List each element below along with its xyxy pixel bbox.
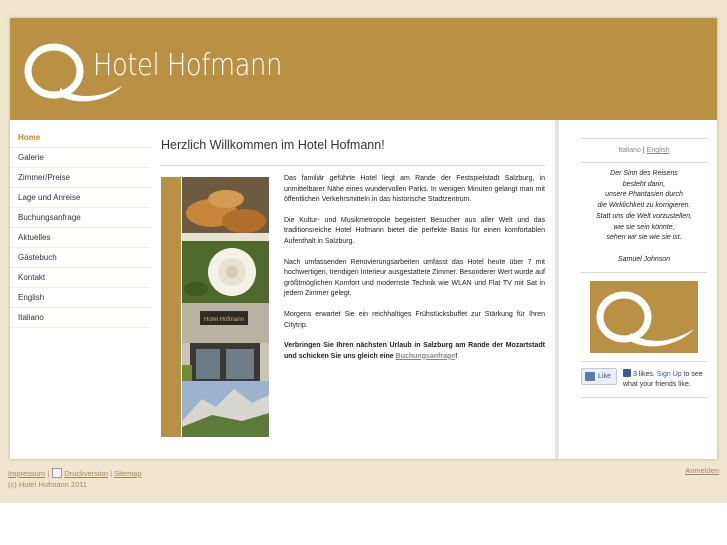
logo-mark-icon (590, 281, 698, 353)
paragraph-intro: Das familiär geführte Hotel liegt am Rande der Festspielstadt Salzburg, in unmittelbarer Nähe eines wundervollen Parks. In wenigen Minuten gelangt man mit öffentlichen Verkehrsmitteln in das historische Stadtzentrum. (284, 175, 545, 204)
printer-icon[interactable] (52, 468, 62, 478)
croissant-photo (182, 177, 269, 241)
nav-item-italiano[interactable]: Italiano (10, 308, 150, 328)
closing-text: Verbringen Sie Ihren nächsten Urlaub in Salzburg am Rande der Mozartstadt und schicken Sie uns gleich eine (284, 342, 545, 360)
copyright: (c) Hotel Hofmann 2011 (8, 480, 88, 489)
paragraph-rooms: Nach umfassenden Renovierungsarbeiten umfasst das Hotel heute über 7 mit hochwertigen, trendigen Interieur ausgestattete Zimmer. Besonderer Wert wurde auf größtmöglichen Komfort und modernste Technik wie WLAN und Flat TV mit Sat in jedem Zimmer gelegt. (284, 258, 545, 298)
page-frame (10, 18, 717, 459)
nav-item-kontakt[interactable]: Kontakt (10, 268, 150, 288)
travel-quote (581, 163, 707, 272)
quote-line: unsere Phantasien durch (605, 191, 683, 199)
lang-english-link[interactable]: English (646, 147, 670, 154)
facebook-like-button[interactable] (581, 368, 617, 385)
nav-item-zimmer-preise[interactable]: Zimmer/Preise (10, 168, 150, 188)
paragraph-culture: Die Kultur- und Musikmetropole begeistert Besucher aus aller Welt und das traditionsreiche Hotel Hofmann bietet die perfekte Basis für einen komfortablen Aufenthalt in Salzburg. (284, 216, 545, 245)
anmelden-link[interactable]: Anmelden (685, 466, 719, 475)
quote-line: besteht darin, (622, 180, 666, 188)
impressum-link[interactable]: Impressum (8, 469, 46, 478)
paragraph-breakfast: Morgens erwartet Sie ein reichhaltiges Frühstücksbuffet zur Stärkung für Ihren Citytrip. (284, 310, 545, 329)
nav-item-home[interactable]: Home (10, 128, 150, 148)
page-bottom-band (0, 503, 727, 545)
like-button-label: Like (598, 372, 611, 380)
thumbs-up-icon (585, 372, 595, 381)
page-title: Herzlich Willkommen im Hotel Hofmann! (161, 138, 545, 166)
quote-line: die Wirklichkeit zu korrigieren. (597, 202, 691, 210)
facebook-signup-link[interactable]: Sign Up (656, 370, 682, 378)
logo-text: Hotel Hofmann (93, 48, 282, 83)
footer-right (685, 466, 719, 475)
footer-separator: | (47, 469, 50, 478)
footer-separator: | (110, 469, 113, 478)
nav-item-gaestebuch[interactable]: Gästebuch (10, 248, 150, 268)
rose-photo (182, 241, 269, 303)
quote-line: Statt uns die Welt vorzustellen, (596, 212, 692, 220)
sidebar (581, 138, 707, 398)
nav-item-lage-anreise[interactable]: Lage und Anreise (10, 188, 150, 208)
facebook-icon (623, 369, 631, 377)
language-switcher (581, 139, 707, 162)
druckversion-link[interactable]: Druckversion (64, 469, 108, 478)
nav-item-buchungsanfrage[interactable]: Buchungsanfrage (10, 208, 150, 228)
nav-item-aktuelles[interactable]: Aktuelles (10, 228, 150, 248)
footer-links (8, 468, 142, 490)
facebook-like-box (581, 362, 707, 400)
quote-author: Samuel Johnson (617, 255, 671, 263)
mountain-photo (182, 381, 269, 437)
like-rest: to see what your friends like. (623, 370, 703, 389)
sidebar-logo (590, 281, 698, 353)
sitemap-link[interactable]: Sitemap (114, 469, 142, 478)
lang-italiano[interactable]: Italiano (618, 147, 641, 154)
content-sidebar-divider (555, 120, 559, 459)
quote-line: sehen wir sie wie sie ist. (606, 234, 682, 242)
lang-separator: | (642, 147, 645, 154)
quote-line: Der Sinn des Reisens (610, 170, 678, 177)
main-navigation (10, 128, 150, 328)
photo-accent-strip (161, 177, 181, 437)
facade-sign: Hotel Hofmann (203, 317, 245, 323)
photo-column (161, 177, 269, 437)
hotel-facade-photo (182, 303, 269, 381)
like-summary (623, 369, 707, 391)
nav-item-galerie[interactable]: Galerie (10, 148, 150, 168)
main-content (161, 138, 545, 360)
sidebar-divider (581, 272, 707, 273)
welcome-text (284, 174, 545, 372)
buchungsanfrage-link[interactable]: Buchungsanfrage (395, 352, 456, 360)
paragraph-closing (284, 341, 545, 362)
header (10, 18, 717, 120)
quote-line: wie sie sein könnte, (613, 223, 675, 231)
like-count: 3 likes. (633, 370, 655, 378)
closing-end: ! (455, 352, 458, 360)
nav-item-english[interactable]: English (10, 288, 150, 308)
